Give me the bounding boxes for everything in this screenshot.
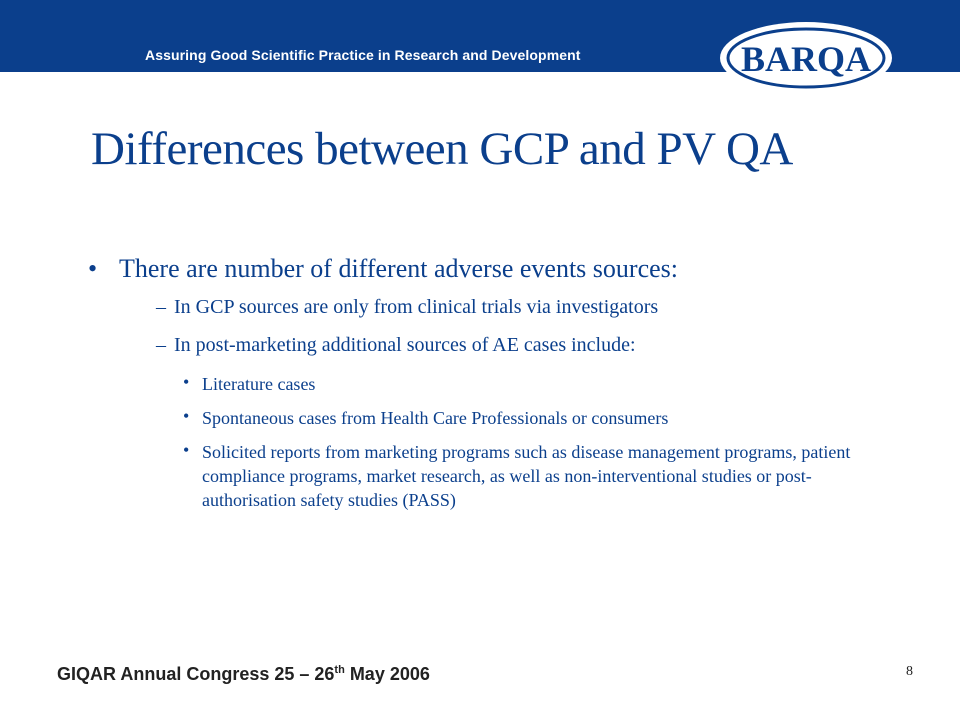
slide-title: Differences between GCP and PV QA xyxy=(91,123,793,175)
bullet-mark: • xyxy=(183,372,190,392)
page-number: 8 xyxy=(906,664,913,679)
dash-mark: – xyxy=(156,296,166,318)
bullet-mark: • xyxy=(183,440,190,460)
bullet-text: There are number of different adverse events sources: xyxy=(119,254,678,283)
dash-mark: – xyxy=(156,334,166,356)
footer-event-prefix: GIQAR Annual Congress 25 – 26 xyxy=(57,664,335,684)
bullet-mark: • xyxy=(183,406,190,426)
barqa-logo xyxy=(712,16,904,100)
sub-sub-bullet-text: Solicited reports from marketing programs such as disease management programs, patient compliance programs, market research, as well as non-interventional studies or post-authorisation safety studies (PASS) xyxy=(202,442,851,510)
header-tagline: Assuring Good Scientific Practice in Research and Development xyxy=(145,47,581,63)
sub-bullet-text: In post-marketing additional sources of AE cases include: xyxy=(174,334,636,356)
sub-sub-bullet-text: Spontaneous cases from Health Care Professionals or consumers xyxy=(202,408,669,428)
footer-event-sup: th xyxy=(334,664,345,676)
footer-event xyxy=(57,664,430,685)
footer-event-suffix: May 2006 xyxy=(344,664,430,684)
bullet-mark: • xyxy=(88,254,98,283)
sub-bullet-text: In GCP sources are only from clinical trials via investigators xyxy=(174,296,659,318)
logo-text: BARQA xyxy=(740,39,872,79)
sub-sub-bullet-text: Literature cases xyxy=(202,374,316,394)
